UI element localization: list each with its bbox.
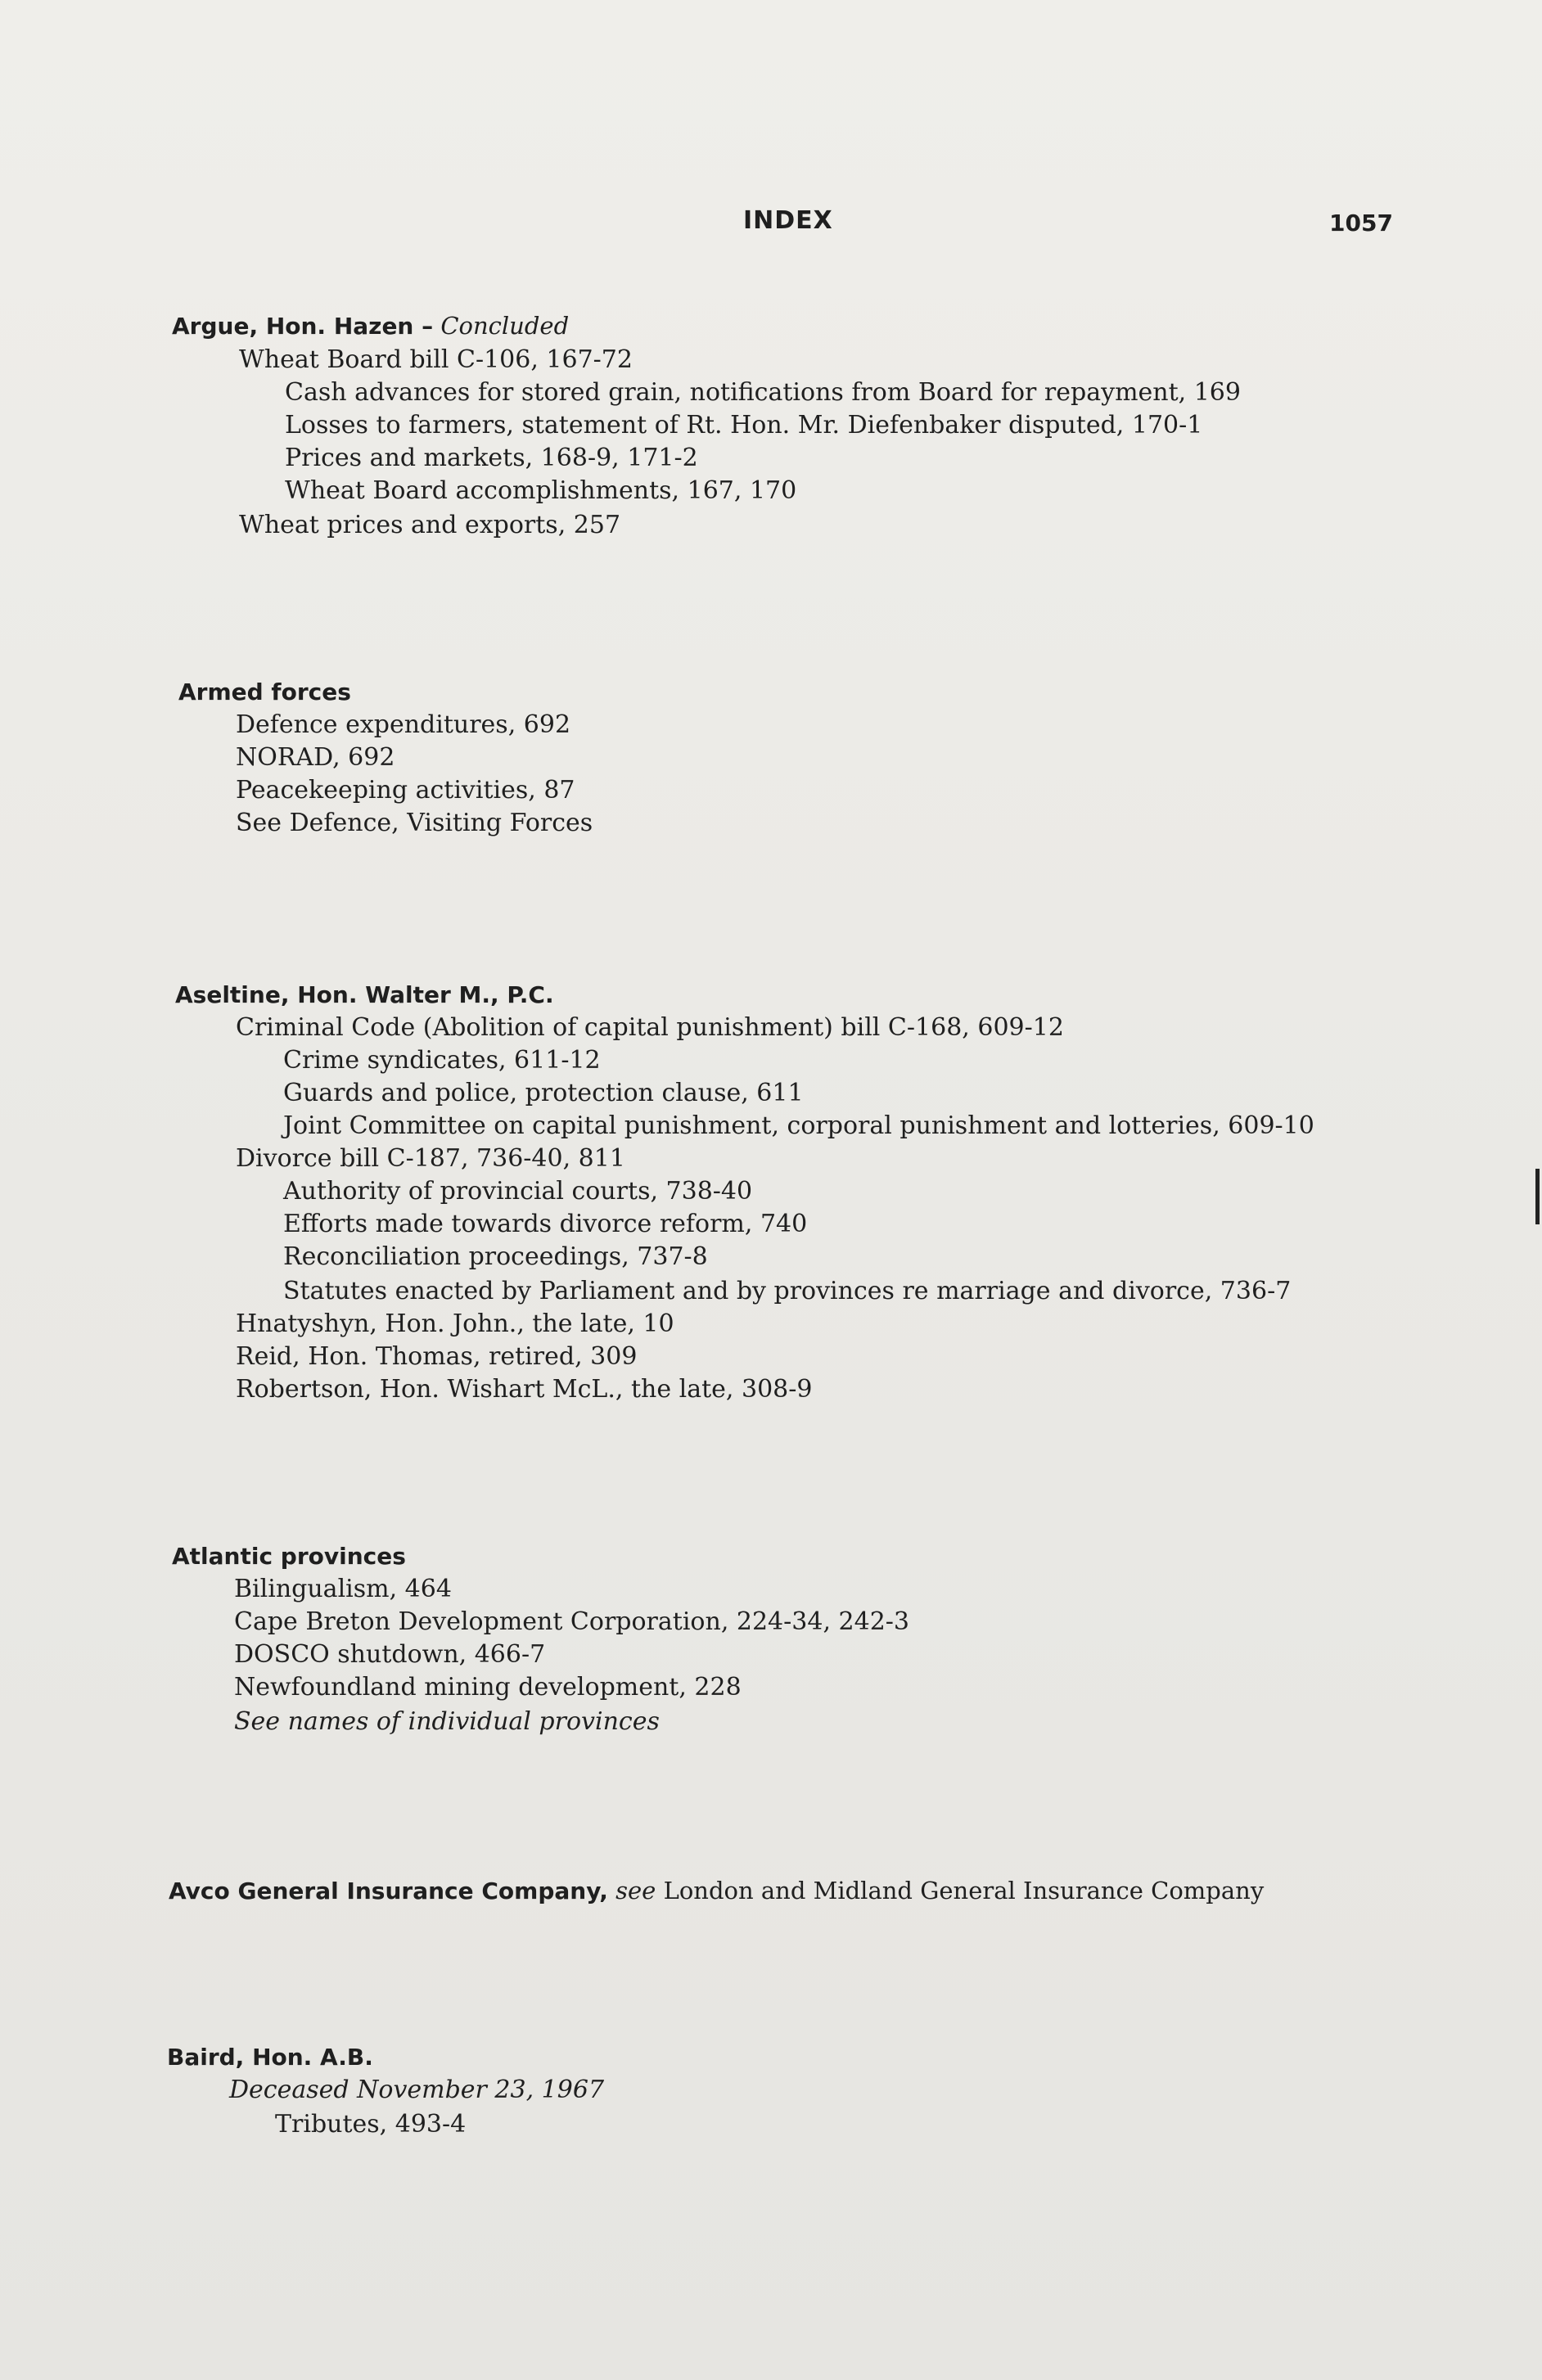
index-subentry: Authority of provincial courts, 738-40 xyxy=(283,1177,753,1206)
index-subentry: Prices and markets, 168-9, 171-2 xyxy=(285,444,698,472)
index-subentry: DOSCO shutdown, 466-7 xyxy=(234,1640,546,1669)
index-subentry: Wheat Board accomplishments, 167, 170 xyxy=(285,476,797,505)
index-subentry: Losses to farmers, statement of Rt. Hon. Mr. Diefenbaker disputed, 170-1 xyxy=(285,411,1203,439)
see-word: see xyxy=(607,1877,656,1904)
index-subentry: Bilingualism, 464 xyxy=(234,1575,452,1603)
index-subentry: Divorce bill C-187, 736-40, 811 xyxy=(236,1144,625,1173)
entry-name: Argue, Hon. Hazen – xyxy=(172,313,434,340)
index-subentry: Statutes enacted by Parliament and by provinces re marriage and divorce, 736-7 xyxy=(283,1277,1292,1305)
index-subentry: Newfoundland mining development, 228 xyxy=(234,1673,742,1702)
cross-reference-target: London and Midland General Insurance Company xyxy=(656,1877,1265,1904)
index-subentry: Crime syndicates, 611-12 xyxy=(283,1046,601,1075)
index-subentry: Efforts made towards divorce reform, 740 xyxy=(283,1210,808,1238)
page-number: 1057 xyxy=(1329,210,1393,237)
index-subentry-cross-reference: See names of individual provinces xyxy=(234,1707,660,1736)
index-subentry: Cash advances for stored grain, notifications from Board for repayment, 169 xyxy=(285,378,1241,407)
entry-qualifier: Concluded xyxy=(433,312,570,340)
index-subentry: Defence expenditures, 692 xyxy=(236,710,571,739)
index-subentry: Cape Breton Development Corporation, 224-34, 242-3 xyxy=(234,1607,910,1636)
index-subentry: Reid, Hon. Thomas, retired, 309 xyxy=(236,1342,638,1371)
index-subentry: Robertson, Hon. Wishart McL., the late, 308-9 xyxy=(236,1375,813,1404)
index-subentry: Tributes, 493-4 xyxy=(275,2110,467,2139)
index-subentry: Joint Committee on capital punishment, corporal punishment and lotteries, 609-10 xyxy=(283,1111,1314,1140)
index-subentry: NORAD, 692 xyxy=(236,743,395,772)
entry-heading-armed-forces: Armed forces xyxy=(178,678,351,705)
index-subentry: Guards and police, protection clause, 611 xyxy=(283,1079,804,1107)
index-subentry: Hnatyshyn, Hon. John., the late, 10 xyxy=(236,1309,674,1338)
page-title: INDEX xyxy=(743,206,833,235)
index-subentry: Wheat Board bill C-106, 167-72 xyxy=(239,345,633,374)
entry-heading-argue xyxy=(172,309,569,343)
entry-heading-atlantic-provinces: Atlantic provinces xyxy=(172,1543,406,1570)
index-subentry: Peacekeeping activities, 87 xyxy=(236,776,575,805)
page-edge-mark xyxy=(1535,1169,1540,1224)
entry-heading-aseltine: Aseltine, Hon. Walter M., P.C. xyxy=(175,981,554,1008)
index-subentry: Criminal Code (Abolition of capital punishment) bill C-168, 609-12 xyxy=(236,1013,1064,1042)
entry-heading-baird: Baird, Hon. A.B. xyxy=(167,2044,373,2071)
index-subentry: Reconciliation proceedings, 737-8 xyxy=(283,1242,708,1271)
entry-heading-avco xyxy=(169,1874,1264,1908)
index-subentry: See Defence, Visiting Forces xyxy=(236,809,593,837)
entry-name: Avco General Insurance Company, xyxy=(169,1877,608,1904)
index-subentry: Wheat prices and exports, 257 xyxy=(239,511,621,539)
index-subentry: Deceased November 23, 1967 xyxy=(229,2076,605,2104)
